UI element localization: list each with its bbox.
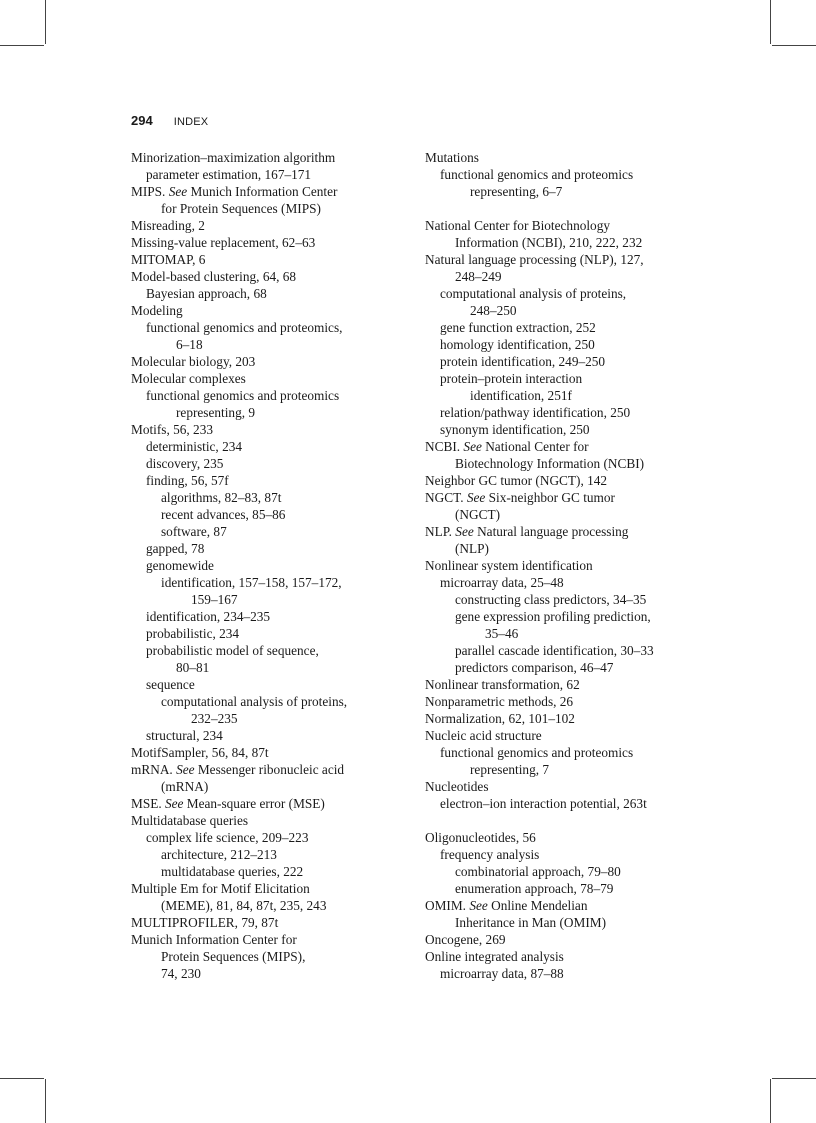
index-entry bbox=[131, 897, 396, 914]
index-entry bbox=[131, 948, 396, 965]
crop-mark bbox=[0, 45, 44, 46]
index-entry bbox=[425, 863, 695, 880]
entry-text: gene function extraction, 252 bbox=[440, 320, 596, 335]
entry-text: representing, 6–7 bbox=[470, 184, 563, 199]
entry-text: Model-based clustering, 64, 68 bbox=[131, 269, 297, 284]
entry-text: for Protein Sequences (MIPS) bbox=[161, 201, 321, 216]
index-entry bbox=[131, 506, 396, 523]
entry-text: Nonlinear system identification bbox=[425, 558, 593, 573]
entry-text: constructing class predictors, 34–35 bbox=[455, 592, 647, 607]
entry-text: Oligonucleotides, 56 bbox=[425, 830, 536, 845]
entry-text: identification, 251f bbox=[470, 388, 572, 403]
index-entry bbox=[425, 676, 695, 693]
see-reference: See bbox=[176, 762, 195, 777]
index-letter-gap bbox=[425, 812, 695, 829]
entry-text: NCBI. bbox=[425, 439, 464, 454]
index-entry bbox=[131, 914, 396, 931]
index-entry bbox=[131, 370, 396, 387]
entry-text: electron–ion interaction potential, 263t bbox=[440, 796, 647, 811]
index-entry bbox=[131, 642, 396, 659]
crop-mark bbox=[45, 1079, 46, 1123]
index-entry bbox=[131, 353, 396, 370]
index-entry bbox=[425, 829, 695, 846]
entry-text: synonym identification, 250 bbox=[440, 422, 590, 437]
index-entry bbox=[425, 795, 695, 812]
index-entry bbox=[131, 693, 396, 710]
index-entry bbox=[131, 166, 396, 183]
index-entry bbox=[131, 812, 396, 829]
entry-text: Neighbor GC tumor (NGCT), 142 bbox=[425, 473, 608, 488]
entry-text: Modeling bbox=[131, 303, 183, 318]
entry-text: identification, 157–158, 157–172, bbox=[161, 575, 342, 590]
index-entry bbox=[425, 489, 695, 506]
index-entry bbox=[131, 234, 396, 251]
entry-text: 248–250 bbox=[470, 303, 517, 318]
crop-mark bbox=[770, 0, 771, 44]
index-entry bbox=[131, 846, 396, 863]
crop-mark bbox=[772, 45, 816, 46]
index-entry bbox=[425, 370, 695, 387]
entry-text: National Center for Biotechnology bbox=[425, 218, 611, 233]
index-entry bbox=[425, 914, 695, 931]
index-entry bbox=[131, 217, 396, 234]
index-entry bbox=[425, 251, 695, 268]
index-entry bbox=[425, 608, 695, 625]
see-target: Mean-square error (MSE) bbox=[183, 796, 325, 811]
index-entry bbox=[425, 455, 695, 472]
entry-text: OMIM. bbox=[425, 898, 470, 913]
index-column-right bbox=[425, 149, 695, 982]
entry-text: predictors comparison, 46–47 bbox=[455, 660, 614, 675]
index-entry bbox=[131, 149, 396, 166]
index-entry bbox=[131, 659, 396, 676]
entry-text: representing, 7 bbox=[470, 762, 550, 777]
index-entry bbox=[131, 183, 396, 200]
index-entry bbox=[131, 336, 396, 353]
index-entry bbox=[425, 285, 695, 302]
entry-text: Oncogene, 269 bbox=[425, 932, 506, 947]
entry-text: functional genomics and proteomics bbox=[440, 745, 634, 760]
index-entry bbox=[425, 625, 695, 642]
entry-text: deterministic, 234 bbox=[146, 439, 243, 454]
see-reference: See bbox=[466, 490, 486, 505]
index-entry bbox=[425, 540, 695, 557]
index-entry bbox=[131, 795, 396, 812]
index-entry bbox=[425, 438, 695, 455]
entry-text: gapped, 78 bbox=[146, 541, 205, 556]
index-entry bbox=[131, 625, 396, 642]
crop-mark bbox=[770, 1079, 771, 1123]
entry-text: sequence bbox=[146, 677, 195, 692]
entry-text: MotifSampler, 56, 84, 87t bbox=[131, 745, 269, 760]
index-entry bbox=[131, 965, 396, 982]
index-entry bbox=[131, 863, 396, 880]
entry-text: Multidatabase queries bbox=[131, 813, 249, 828]
entry-text: Protein Sequences (MIPS), bbox=[161, 949, 306, 964]
index-entry bbox=[425, 727, 695, 744]
entry-text: representing, 9 bbox=[176, 405, 256, 420]
entry-text: parallel cascade identification, 30–33 bbox=[455, 643, 654, 658]
entry-text: microarray data, 25–48 bbox=[440, 575, 564, 590]
entry-text: Nucleic acid structure bbox=[425, 728, 542, 743]
entry-text: 35–46 bbox=[485, 626, 519, 641]
entry-text: Motifs, 56, 233 bbox=[131, 422, 214, 437]
index-entry bbox=[131, 251, 396, 268]
entry-text: Normalization, 62, 101–102 bbox=[425, 711, 575, 726]
index-entry bbox=[425, 846, 695, 863]
page-number: 294 bbox=[131, 113, 153, 128]
entry-text: recent advances, 85–86 bbox=[161, 507, 286, 522]
entry-text: computational analysis of proteins, bbox=[161, 694, 348, 709]
index-entry bbox=[425, 931, 695, 948]
entry-text: functional genomics and proteomics bbox=[440, 167, 634, 182]
entry-text: probabilistic, 234 bbox=[146, 626, 240, 641]
entry-text: Nucleotides bbox=[425, 779, 489, 794]
entry-text: NGCT. bbox=[425, 490, 467, 505]
entry-text: 80–81 bbox=[176, 660, 210, 675]
index-entry bbox=[131, 489, 396, 506]
entry-text: Minorization–maximization algorithm bbox=[131, 150, 336, 165]
crop-mark bbox=[45, 0, 46, 44]
entry-text: Mutations bbox=[425, 150, 479, 165]
crop-mark bbox=[0, 1078, 44, 1079]
index-entry bbox=[131, 404, 396, 421]
entry-text: 6–18 bbox=[176, 337, 203, 352]
index-entry bbox=[131, 557, 396, 574]
see-reference: See bbox=[469, 898, 488, 913]
entry-text: (NLP) bbox=[455, 541, 489, 556]
index-entry bbox=[425, 574, 695, 591]
entry-text: Natural language processing (NLP), 127, bbox=[425, 252, 644, 267]
see-reference: See bbox=[455, 524, 474, 539]
index-entry bbox=[131, 931, 396, 948]
index-entry bbox=[131, 880, 396, 897]
entry-text: MITOMAP, 6 bbox=[131, 252, 206, 267]
index-entry bbox=[131, 591, 396, 608]
running-title: INDEX bbox=[173, 116, 209, 128]
see-reference: See bbox=[168, 184, 188, 199]
index-entry bbox=[425, 234, 695, 251]
entry-text: Missing-value replacement, 62–63 bbox=[131, 235, 316, 250]
see-target: Messenger ribonucleic acid bbox=[194, 762, 345, 777]
index-entry bbox=[131, 778, 396, 795]
entry-text: frequency analysis bbox=[440, 847, 540, 862]
index-entry bbox=[131, 608, 396, 625]
index-column-left bbox=[131, 149, 396, 982]
entry-text: structural, 234 bbox=[146, 728, 223, 743]
entry-text: algorithms, 82–83, 87t bbox=[161, 490, 282, 505]
entry-text: genomewide bbox=[146, 558, 214, 573]
entry-text: Molecular biology, 203 bbox=[131, 354, 256, 369]
entry-text: 248–249 bbox=[455, 269, 502, 284]
index-entry bbox=[131, 710, 396, 727]
entry-text: microarray data, 87–88 bbox=[440, 966, 564, 981]
index-entry bbox=[131, 302, 396, 319]
see-target: Six-neighbor GC tumor bbox=[485, 490, 615, 505]
running-header bbox=[131, 113, 208, 128]
entry-text: parameter estimation, 167–171 bbox=[146, 167, 312, 182]
index-entry bbox=[131, 676, 396, 693]
index-entry bbox=[425, 149, 695, 166]
index-entry bbox=[131, 438, 396, 455]
entry-text: Munich Information Center for bbox=[131, 932, 297, 947]
index-entry bbox=[425, 506, 695, 523]
entry-text: identification, 234–235 bbox=[146, 609, 271, 624]
index-entry bbox=[131, 319, 396, 336]
index-entry bbox=[425, 523, 695, 540]
index-entry bbox=[425, 268, 695, 285]
entry-text: combinatorial approach, 79–80 bbox=[455, 864, 621, 879]
index-entry bbox=[425, 353, 695, 370]
entry-text: NLP. bbox=[425, 524, 456, 539]
entry-text: complex life science, 209–223 bbox=[146, 830, 309, 845]
index-entry bbox=[131, 744, 396, 761]
see-target: Natural language processing bbox=[473, 524, 629, 539]
index-letter-gap bbox=[425, 200, 695, 217]
entry-text: (mRNA) bbox=[161, 779, 209, 794]
entry-text: Inheritance in Man (OMIM) bbox=[455, 915, 607, 930]
entry-text: (NGCT) bbox=[455, 507, 501, 522]
index-entry bbox=[131, 268, 396, 285]
index-entry bbox=[425, 591, 695, 608]
index-entry bbox=[131, 472, 396, 489]
index-entry bbox=[131, 727, 396, 744]
index-entry bbox=[131, 523, 396, 540]
entry-text: probabilistic model of sequence, bbox=[146, 643, 319, 658]
entry-text: homology identification, 250 bbox=[440, 337, 595, 352]
index-entry bbox=[131, 829, 396, 846]
index-entry bbox=[425, 744, 695, 761]
see-target: Munich Information Center bbox=[187, 184, 338, 199]
entry-text: functional genomics and proteomics bbox=[146, 388, 340, 403]
index-entry bbox=[425, 778, 695, 795]
entry-text: 74, 230 bbox=[161, 966, 201, 981]
entry-text: mRNA. bbox=[131, 762, 177, 777]
index-entry bbox=[425, 948, 695, 965]
entry-text: 232–235 bbox=[191, 711, 238, 726]
entry-text: Nonparametric methods, 26 bbox=[425, 694, 574, 709]
see-target: Online Mendelian bbox=[487, 898, 588, 913]
entry-text: Biotechnology Information (NCBI) bbox=[455, 456, 645, 471]
entry-text: architecture, 212–213 bbox=[161, 847, 277, 862]
index-entry bbox=[131, 387, 396, 404]
entry-text: relation/pathway identification, 250 bbox=[440, 405, 631, 420]
see-reference: See bbox=[463, 439, 482, 454]
see-target: National Center for bbox=[481, 439, 589, 454]
entry-text: Bayesian approach, 68 bbox=[146, 286, 267, 301]
index-entry bbox=[425, 302, 695, 319]
index-entry bbox=[425, 217, 695, 234]
index-entry bbox=[131, 574, 396, 591]
entry-text: multidatabase queries, 222 bbox=[161, 864, 304, 879]
crop-mark bbox=[772, 1078, 816, 1079]
entry-text: Multiple Em for Motif Elicitation bbox=[131, 881, 310, 896]
index-entry bbox=[425, 761, 695, 778]
entry-text: protein identification, 249–250 bbox=[440, 354, 606, 369]
entry-text: protein–protein interaction bbox=[440, 371, 583, 386]
entry-text: MSE. bbox=[131, 796, 165, 811]
index-entry bbox=[425, 336, 695, 353]
entry-text: Information (NCBI), 210, 222, 232 bbox=[455, 235, 643, 250]
index-entry bbox=[425, 880, 695, 897]
index-entry bbox=[425, 642, 695, 659]
entry-text: finding, 56, 57f bbox=[146, 473, 229, 488]
index-entry bbox=[425, 387, 695, 404]
entry-text: enumeration approach, 78–79 bbox=[455, 881, 614, 896]
entry-text: (MEME), 81, 84, 87t, 235, 243 bbox=[161, 898, 327, 913]
entry-text: software, 87 bbox=[161, 524, 227, 539]
index-entry bbox=[131, 200, 396, 217]
index-entry bbox=[425, 404, 695, 421]
entry-text: Misreading, 2 bbox=[131, 218, 205, 233]
index-entry bbox=[425, 897, 695, 914]
entry-text: Online integrated analysis bbox=[425, 949, 564, 964]
index-entry bbox=[131, 761, 396, 778]
index-entry bbox=[425, 659, 695, 676]
entry-text: Nonlinear transformation, 62 bbox=[425, 677, 580, 692]
index-entry bbox=[131, 540, 396, 557]
entry-text: gene expression profiling prediction, bbox=[455, 609, 651, 624]
index-entry bbox=[425, 166, 695, 183]
index-entry bbox=[425, 965, 695, 982]
index-entry bbox=[425, 183, 695, 200]
index-entry bbox=[131, 455, 396, 472]
index-entry bbox=[425, 421, 695, 438]
entry-text: MULTIPROFILER, 79, 87t bbox=[131, 915, 279, 930]
entry-text: discovery, 235 bbox=[146, 456, 224, 471]
index-entry bbox=[425, 557, 695, 574]
index-entry bbox=[425, 472, 695, 489]
entry-text: MIPS. bbox=[131, 184, 169, 199]
index-entry bbox=[131, 285, 396, 302]
entry-text: 159–167 bbox=[191, 592, 238, 607]
entry-text: computational analysis of proteins, bbox=[440, 286, 627, 301]
index-entry bbox=[425, 319, 695, 336]
see-reference: See bbox=[165, 796, 184, 811]
index-entry bbox=[425, 710, 695, 727]
index-entry bbox=[425, 693, 695, 710]
entry-text: functional genomics and proteomics, bbox=[146, 320, 343, 335]
index-entry bbox=[131, 421, 396, 438]
entry-text: Molecular complexes bbox=[131, 371, 246, 386]
